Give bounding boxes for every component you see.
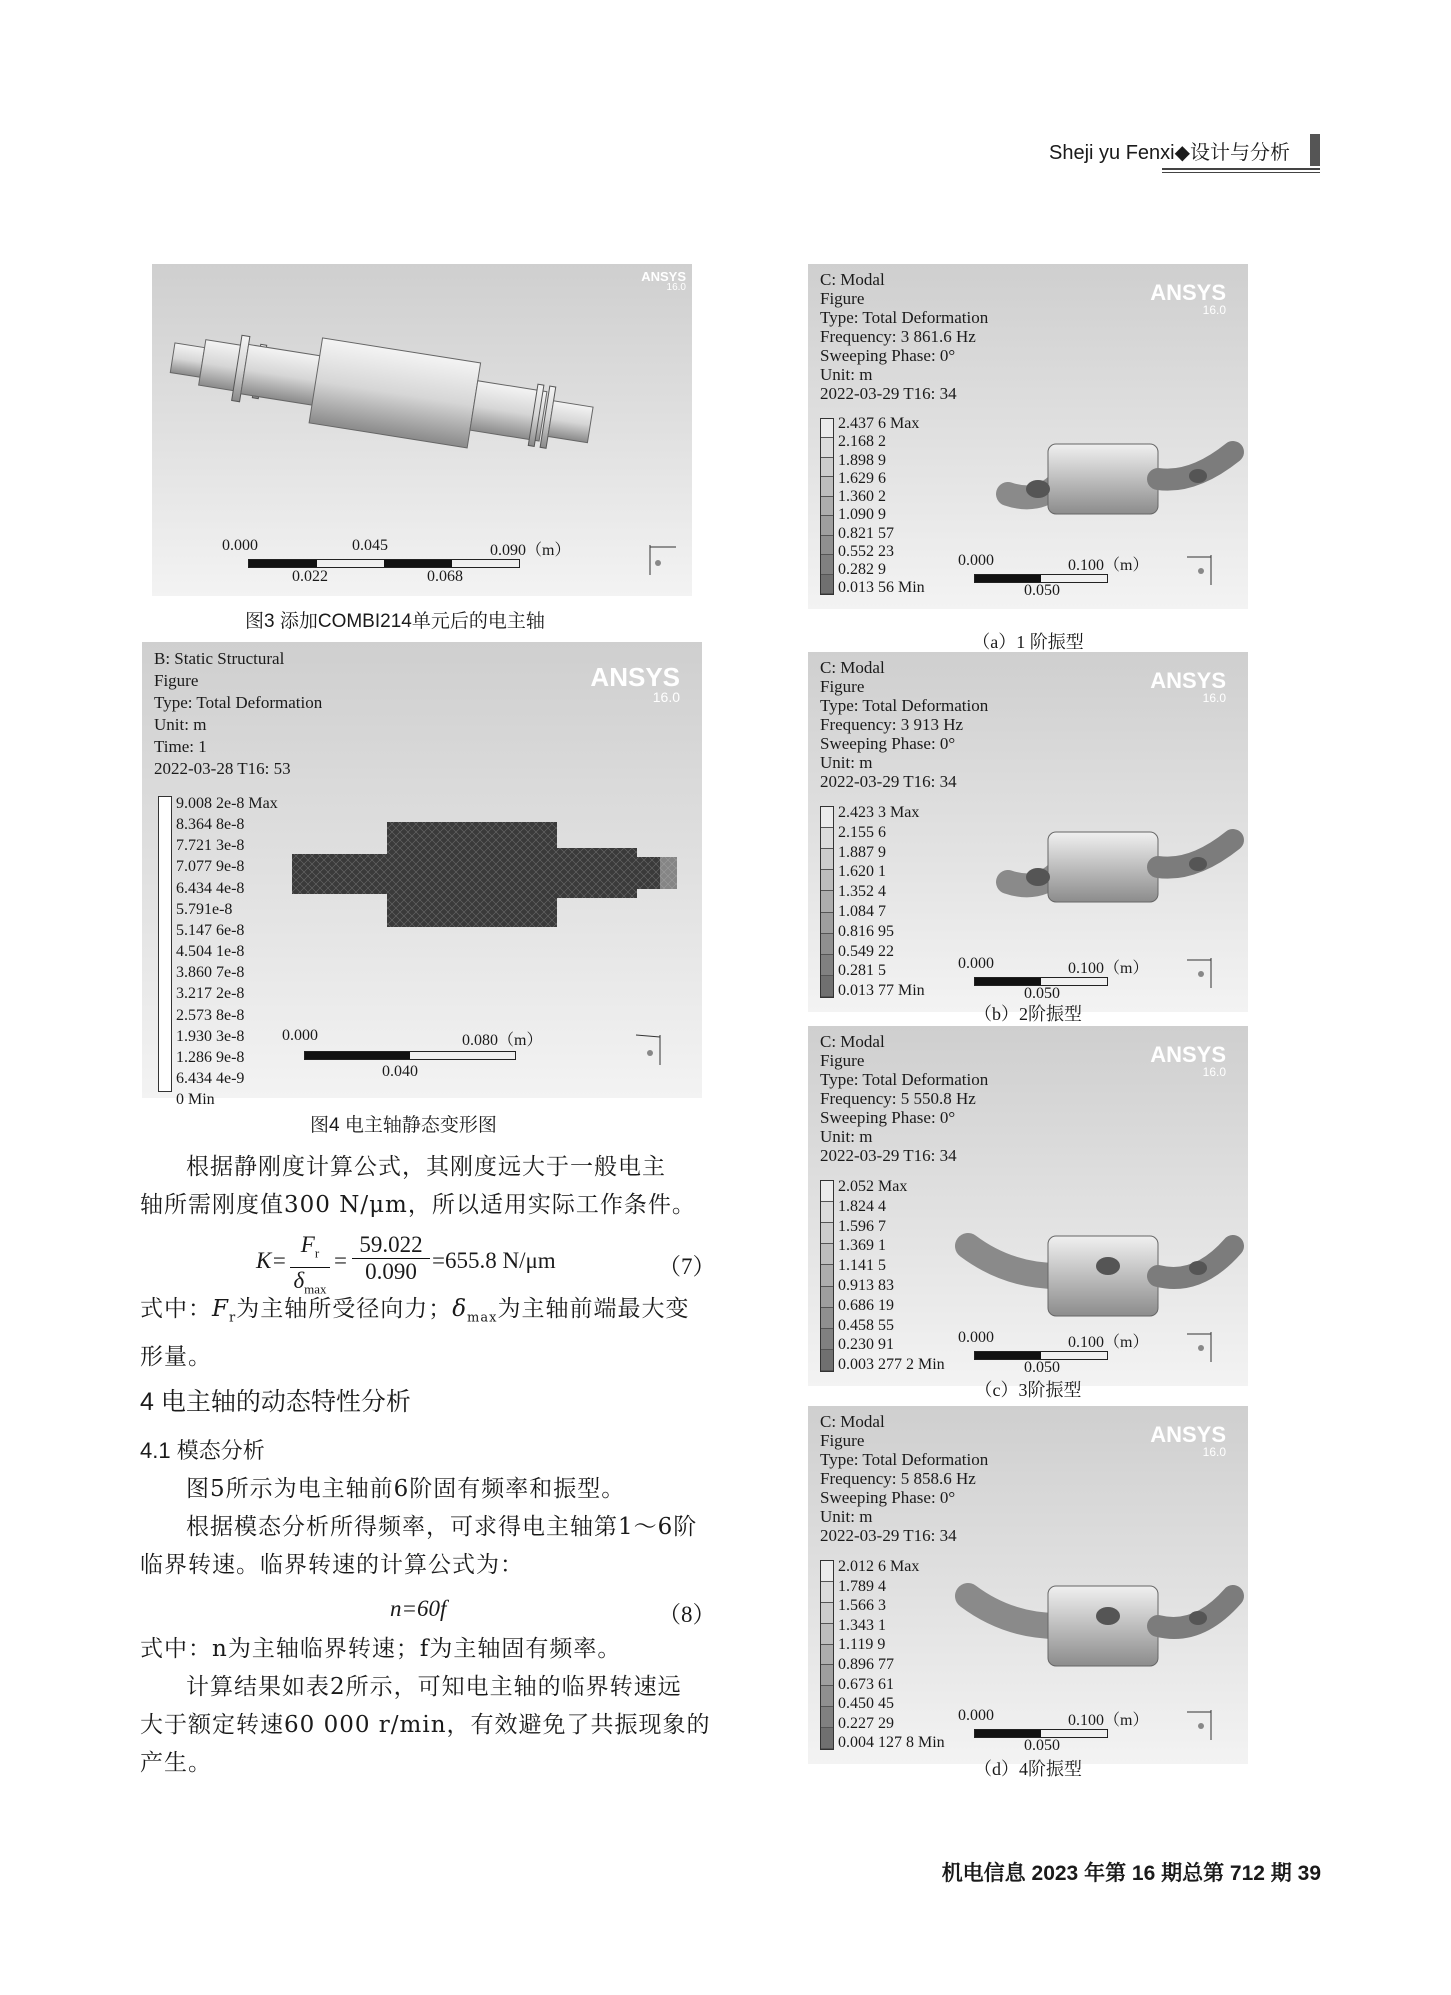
scale-bar: 0.000 0.100（m） 0.050 xyxy=(958,955,1149,1002)
figure-3-caption: 图3 添加COMBI214单元后的电主轴 xyxy=(245,611,545,632)
paragraph-critical-speed: 式中：n为主轴临界转速；f为主轴固有频率。 计算结果如表2所示，可知电主轴的临界转速远 大于额定转速60 000 r/min，有效避免了共振现象的 产生。 xyxy=(140,1636,711,1776)
result-info: C: Modal Figure Type: Total Deformation Frequency: 3 861.6 Hz Sweeping Phase: 0° Unit: m 2022-03-29 T16: 34 xyxy=(820,270,989,403)
mode-shape-image xyxy=(948,1206,1248,1346)
ansys-logo: ANSYS 16.0 xyxy=(641,269,686,293)
result-info: B: Static Structural Figure Type: Total Deformation Unit: m Time: 1 2022-03-28 T16: 53 xyxy=(154,649,323,778)
mode-shape-image xyxy=(948,414,1248,554)
header-text: Sheji yu Fenxi◆设计与分析 xyxy=(1049,142,1290,164)
result-info: C: Modal Figure Type: Total Deformation Frequency: 5 550.8 Hz Sweeping Phase: 0° Unit: m 2022-03-29 T16: 34 xyxy=(820,1032,989,1165)
figure-4-panel xyxy=(142,642,702,1109)
legend-labels: 9.008 2e-8 Max 8.364 8e-8 7.721 3e-8 7.077 9e-8 6.434 4e-8 5.791e-8 5.147 6e-8 4.504 1e-8 3.860 7e-8 3.217 2e-8 2.573 8e-8 1.930 3e-8 1.286 9e-8 6.434 4e-9 0 Min xyxy=(176,795,278,1109)
section-heading-4: 4 电主轴的动态特性分析 xyxy=(140,1388,411,1416)
scale-bar: 0.000 0.100（m） 0.050 xyxy=(958,1329,1149,1376)
figure-4-caption: 图4 电主轴静态变形图 xyxy=(310,1115,497,1136)
mode-shape-panel xyxy=(808,264,1248,609)
legend-labels: 2.052 Max 1.824 4 1.596 7 1.369 1 1.141 5 0.913 83 0.686 19 0.458 55 0.230 91 0.003 277 2 Min xyxy=(838,1178,945,1374)
paragraph-symbols: 式中：$F_r$为主轴所受径向力；$\delta_{max}$为主轴前端最大变 形量。 xyxy=(140,1296,690,1370)
ansys-logo: ANSYS 16.0 xyxy=(590,662,680,705)
axis-triad-icon xyxy=(1183,952,1223,992)
scale-bar: 0.000 0.100（m） 0.050 xyxy=(958,1707,1149,1754)
axis-triad-icon xyxy=(1183,1326,1223,1366)
mode-shape-caption: （c）3阶振型 xyxy=(974,1380,1082,1400)
paragraph-modal: 图5所示为电主轴前6阶固有频率和振型。 根据模态分析所得频率，可求得电主轴第1～6阶 临界转速。临界转速的计算公式为： xyxy=(140,1476,698,1578)
legend-labels: 2.437 6 Max 2.168 2 1.898 9 1.629 6 1.360 2 1.090 9 0.821 57 0.552 23 0.282 9 0.013 56 Min xyxy=(838,415,925,597)
axis-triad-icon xyxy=(642,539,682,579)
scale-bar: 0.000 0.045 0.090（m） 0.022 0.068 xyxy=(222,537,571,585)
header-rule-thin xyxy=(1162,172,1320,173)
figure-3-panel xyxy=(152,264,692,596)
scale-bar: 0.000 0.100（m） 0.050 xyxy=(958,552,1149,599)
legend-color-bar xyxy=(820,418,834,595)
mode-shape-caption: （b）2阶振型 xyxy=(974,1004,1082,1024)
running-header xyxy=(1020,134,1320,168)
equation-8: n=60f xyxy=(390,1596,447,1621)
axis-triad-icon xyxy=(1183,549,1223,589)
paragraph-stiffness: 根据静刚度计算公式，其刚度远大于一般电主 轴所需刚度值300 N/μm，所以适用实际工作条件。 xyxy=(140,1154,696,1218)
header-bar xyxy=(1310,134,1320,166)
mode-shape-caption: （a）1 阶振型 xyxy=(972,632,1084,652)
running-footer: 机电信息 2023 年第 16 期总第 712 期 39 xyxy=(941,1862,1321,1885)
section-heading-4-1: 4.1 模态分析 xyxy=(140,1438,265,1463)
equation-8-number: （8） xyxy=(658,1602,716,1627)
ansys-logo: ANSYS 16.0 xyxy=(1150,668,1226,705)
mode-shape-panel xyxy=(808,652,1248,1012)
axis-triad-icon xyxy=(632,1029,672,1069)
mode-shape-panel xyxy=(808,1026,1248,1386)
ansys-logo: ANSYS 16.0 xyxy=(1150,280,1226,317)
axis-triad-icon xyxy=(1183,1704,1223,1744)
spindle-mesh-image xyxy=(292,812,702,942)
legend-labels: 2.423 3 Max 2.155 6 1.887 9 1.620 1 1.352 4 1.084 7 0.816 95 0.549 22 0.281 5 0.013 77 Min xyxy=(838,804,925,1000)
mode-shape-image xyxy=(948,802,1248,942)
result-info: C: Modal Figure Type: Total Deformation Frequency: 5 858.6 Hz Sweeping Phase: 0° Unit: m 2022-03-29 T16: 34 xyxy=(820,1412,989,1545)
legend-color-bar xyxy=(820,1560,834,1750)
legend-labels: 2.012 6 Max 1.789 4 1.566 3 1.343 1 1.119 9 0.896 77 0.673 61 0.450 45 0.227 29 0.004 127 8 Min xyxy=(838,1558,945,1752)
mode-shape-image xyxy=(948,1556,1248,1696)
legend-color-bar xyxy=(158,796,172,1092)
header-rule xyxy=(1162,168,1320,170)
mode-shape-panel xyxy=(808,1406,1248,1764)
ansys-logo: ANSYS 16.0 xyxy=(1150,1422,1226,1459)
legend-color-bar xyxy=(820,1180,834,1372)
equation-7: K= $F_r$ $\delta_{max}$ = 59.022 0.090 =655.8 N/μm （7） xyxy=(256,1232,716,1297)
result-info: C: Modal Figure Type: Total Deformation Frequency: 3 913 Hz Sweeping Phase: 0° Unit: m 2022-03-29 T16: 34 xyxy=(820,658,989,791)
mode-shape-caption: （d）4阶振型 xyxy=(974,1759,1082,1779)
ansys-logo: ANSYS 16.0 xyxy=(1150,1042,1226,1079)
scale-bar: 0.000 0.080（m） 0.040 xyxy=(282,1027,543,1080)
legend-color-bar xyxy=(820,806,834,998)
